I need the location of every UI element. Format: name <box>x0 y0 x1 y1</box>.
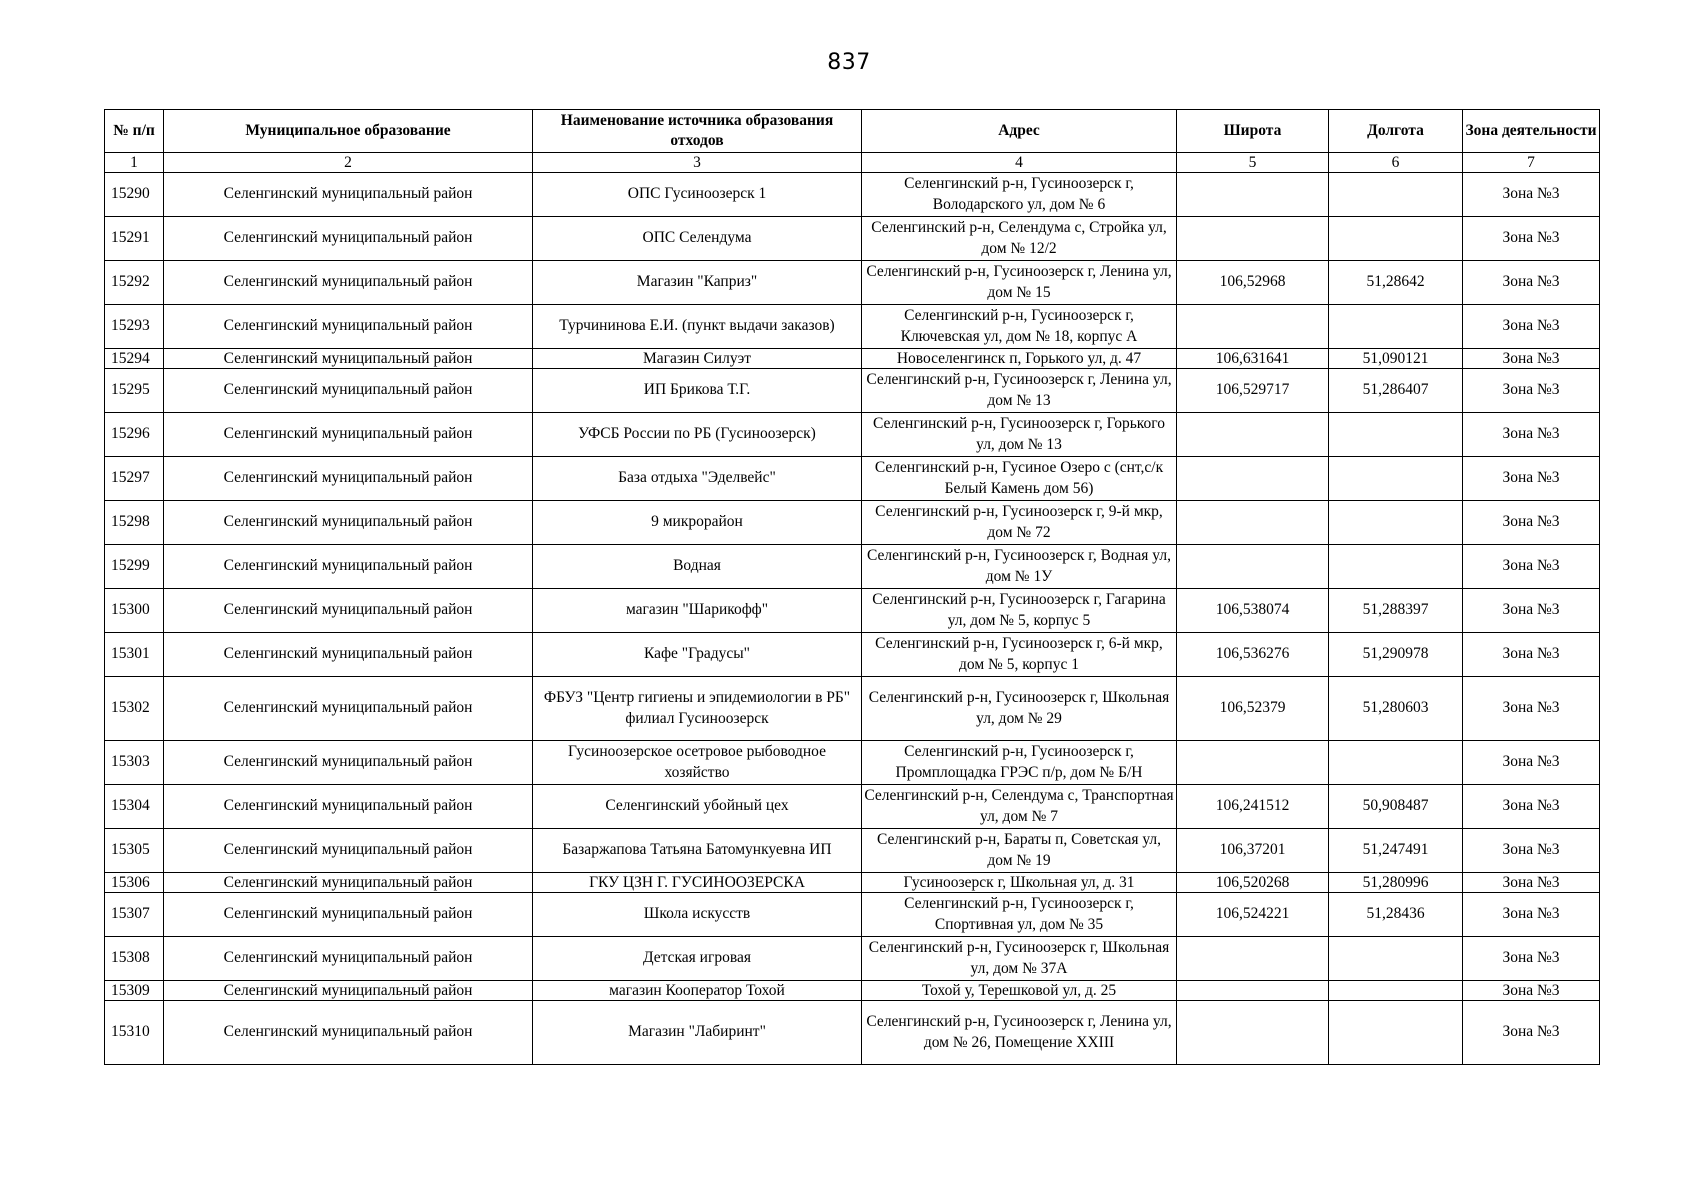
column-number: 2 <box>164 153 533 173</box>
table-row <box>105 741 1600 785</box>
municipality-cell: Селенгинский муниципальный район <box>164 173 533 217</box>
longitude-cell <box>1329 741 1463 785</box>
source-name-cell: магазин Кооператор Тохой <box>533 981 862 1001</box>
address-cell: Селенгинский р-н, Гусиноозерск г, 9-й мкр, дом № 72 <box>862 501 1177 545</box>
address-cell: Селенгинский р-н, Гусиноозерск г, Горького ул, дом № 13 <box>862 413 1177 457</box>
column-header: Широта <box>1177 110 1329 153</box>
latitude-cell <box>1177 741 1329 785</box>
latitude-cell <box>1177 217 1329 261</box>
row-number-cell: 15309 <box>105 981 164 1001</box>
source-name-cell: Магазин Силуэт <box>533 349 862 369</box>
longitude-cell: 51,090121 <box>1329 349 1463 369</box>
longitude-cell <box>1329 1001 1463 1065</box>
latitude-cell: 106,241512 <box>1177 785 1329 829</box>
column-header: Зона деятельности <box>1463 110 1600 153</box>
row-number-cell: 15307 <box>105 893 164 937</box>
municipality-cell: Селенгинский муниципальный район <box>164 413 533 457</box>
municipality-cell: Селенгинский муниципальный район <box>164 545 533 589</box>
row-number-cell: 15303 <box>105 741 164 785</box>
waste-sources-table <box>104 109 1600 1065</box>
table-row <box>105 369 1600 413</box>
table-row <box>105 893 1600 937</box>
zone-cell: Зона №3 <box>1463 501 1600 545</box>
zone-cell: Зона №3 <box>1463 545 1600 589</box>
municipality-cell: Селенгинский муниципальный район <box>164 937 533 981</box>
row-number-cell: 15293 <box>105 305 164 349</box>
table-row <box>105 633 1600 677</box>
zone-cell: Зона №3 <box>1463 589 1600 633</box>
table-row <box>105 457 1600 501</box>
zone-cell: Зона №3 <box>1463 413 1600 457</box>
longitude-cell <box>1329 305 1463 349</box>
address-cell: Селенгинский р-н, Гусиноозерск г, Промплощадка ГРЭС п/р, дом № Б/Н <box>862 741 1177 785</box>
table-row <box>105 829 1600 873</box>
source-name-cell: База отдыха "Эделвейс" <box>533 457 862 501</box>
table-row <box>105 677 1600 741</box>
table-row <box>105 349 1600 369</box>
longitude-cell: 51,280996 <box>1329 873 1463 893</box>
table-row <box>105 305 1600 349</box>
address-cell: Селенгинский р-н, Гусиноозерск г, Спортивная ул, дом № 35 <box>862 893 1177 937</box>
latitude-cell <box>1177 545 1329 589</box>
longitude-cell: 51,28642 <box>1329 261 1463 305</box>
row-number-cell: 15292 <box>105 261 164 305</box>
table-row <box>105 1001 1600 1065</box>
latitude-cell <box>1177 501 1329 545</box>
address-cell: Селенгинский р-н, Гусиноозерск г, Ключевская ул, дом № 18, корпус А <box>862 305 1177 349</box>
municipality-cell: Селенгинский муниципальный район <box>164 349 533 369</box>
address-cell: Селенгинский р-н, Гусиноозерск г, Ленина ул, дом № 15 <box>862 261 1177 305</box>
source-name-cell: Детская игровая <box>533 937 862 981</box>
source-name-cell: Турчининова Е.И. (пункт выдачи заказов) <box>533 305 862 349</box>
address-cell: Селенгинский р-н, Гусиноозерск г, Ленина ул, дом № 26, Помещение XXIII <box>862 1001 1177 1065</box>
row-number-cell: 15301 <box>105 633 164 677</box>
zone-cell: Зона №3 <box>1463 261 1600 305</box>
latitude-cell: 106,631641 <box>1177 349 1329 369</box>
column-header: Долгота <box>1329 110 1463 153</box>
latitude-cell: 106,52379 <box>1177 677 1329 741</box>
address-cell: Селенгинский р-н, Селендума с, Стройка ул, дом № 12/2 <box>862 217 1177 261</box>
longitude-cell <box>1329 545 1463 589</box>
address-cell: Селенгинский р-н, Гусиноозерск г, Гагарина ул, дом № 5, корпус 5 <box>862 589 1177 633</box>
address-cell: Селенгинский р-н, Бараты п, Советская ул, дом № 19 <box>862 829 1177 873</box>
address-cell: Селенгинский р-н, Гусиноозерск г, Водная ул, дом № 1У <box>862 545 1177 589</box>
row-number-cell: 15304 <box>105 785 164 829</box>
row-number-cell: 15310 <box>105 1001 164 1065</box>
address-cell: Новоселенгинск п, Горького ул, д. 47 <box>862 349 1177 369</box>
source-name-cell: УФСБ России по РБ (Гусиноозерск) <box>533 413 862 457</box>
municipality-cell: Селенгинский муниципальный район <box>164 981 533 1001</box>
column-number: 4 <box>862 153 1177 173</box>
header-row <box>105 110 1600 153</box>
row-number-cell: 15302 <box>105 677 164 741</box>
latitude-cell: 106,529717 <box>1177 369 1329 413</box>
column-number: 1 <box>105 153 164 173</box>
address-cell: Тохой у, Терешковой ул, д. 25 <box>862 981 1177 1001</box>
municipality-cell: Селенгинский муниципальный район <box>164 741 533 785</box>
column-number: 6 <box>1329 153 1463 173</box>
source-name-cell: Кафе "Градусы" <box>533 633 862 677</box>
latitude-cell: 106,52968 <box>1177 261 1329 305</box>
row-number-cell: 15306 <box>105 873 164 893</box>
table-row <box>105 501 1600 545</box>
row-number-cell: 15298 <box>105 501 164 545</box>
source-name-cell: Водная <box>533 545 862 589</box>
municipality-cell: Селенгинский муниципальный район <box>164 829 533 873</box>
longitude-cell <box>1329 217 1463 261</box>
column-number: 5 <box>1177 153 1329 173</box>
zone-cell: Зона №3 <box>1463 785 1600 829</box>
zone-cell: Зона №3 <box>1463 1001 1600 1065</box>
table-body <box>105 153 1600 1065</box>
source-name-cell: Гусиноозерское осетровое рыбоводное хозяйство <box>533 741 862 785</box>
longitude-cell <box>1329 173 1463 217</box>
column-number: 7 <box>1463 153 1600 173</box>
municipality-cell: Селенгинский муниципальный район <box>164 369 533 413</box>
table-row <box>105 937 1600 981</box>
table-row <box>105 217 1600 261</box>
zone-cell: Зона №3 <box>1463 173 1600 217</box>
address-cell: Гусиноозерск г, Школьная ул, д. 31 <box>862 873 1177 893</box>
latitude-cell <box>1177 937 1329 981</box>
source-name-cell: ГКУ ЦЗН Г. ГУСИНООЗЕРСКА <box>533 873 862 893</box>
municipality-cell: Селенгинский муниципальный район <box>164 457 533 501</box>
row-number-cell: 15291 <box>105 217 164 261</box>
zone-cell: Зона №3 <box>1463 981 1600 1001</box>
row-number-cell: 15290 <box>105 173 164 217</box>
zone-cell: Зона №3 <box>1463 893 1600 937</box>
column-number-row <box>105 153 1600 173</box>
municipality-cell: Селенгинский муниципальный район <box>164 677 533 741</box>
zone-cell: Зона №3 <box>1463 457 1600 501</box>
source-name-cell: ОПС Селендума <box>533 217 862 261</box>
address-cell: Селенгинский р-н, Гусиноозерск г, Школьная ул, дом № 37А <box>862 937 1177 981</box>
row-number-cell: 15295 <box>105 369 164 413</box>
municipality-cell: Селенгинский муниципальный район <box>164 1001 533 1065</box>
source-name-cell: Селенгинский убойный цех <box>533 785 862 829</box>
table-row <box>105 173 1600 217</box>
longitude-cell <box>1329 937 1463 981</box>
address-cell: Селенгинский р-н, Гусиноозерск г, 6-й мкр, дом № 5, корпус 1 <box>862 633 1177 677</box>
longitude-cell: 51,286407 <box>1329 369 1463 413</box>
column-header: Муниципальное образование <box>164 110 533 153</box>
zone-cell: Зона №3 <box>1463 349 1600 369</box>
longitude-cell <box>1329 457 1463 501</box>
source-name-cell: Школа искусств <box>533 893 862 937</box>
zone-cell: Зона №3 <box>1463 217 1600 261</box>
longitude-cell: 51,290978 <box>1329 633 1463 677</box>
address-cell: Селенгинский р-н, Гусиноозерск г, Школьная ул, дом № 29 <box>862 677 1177 741</box>
longitude-cell: 51,28436 <box>1329 893 1463 937</box>
longitude-cell: 50,908487 <box>1329 785 1463 829</box>
municipality-cell: Селенгинский муниципальный район <box>164 633 533 677</box>
latitude-cell <box>1177 1001 1329 1065</box>
latitude-cell <box>1177 173 1329 217</box>
latitude-cell <box>1177 457 1329 501</box>
zone-cell: Зона №3 <box>1463 937 1600 981</box>
longitude-cell: 51,280603 <box>1329 677 1463 741</box>
zone-cell: Зона №3 <box>1463 677 1600 741</box>
zone-cell: Зона №3 <box>1463 873 1600 893</box>
row-number-cell: 15308 <box>105 937 164 981</box>
address-cell: Селенгинский р-н, Селендума с, Транспортная ул, дом № 7 <box>862 785 1177 829</box>
latitude-cell: 106,524221 <box>1177 893 1329 937</box>
page-number: 837 <box>827 50 871 75</box>
source-name-cell: Магазин "Каприз" <box>533 261 862 305</box>
municipality-cell: Селенгинский муниципальный район <box>164 261 533 305</box>
longitude-cell <box>1329 413 1463 457</box>
longitude-cell: 51,247491 <box>1329 829 1463 873</box>
row-number-cell: 15305 <box>105 829 164 873</box>
table-row <box>105 873 1600 893</box>
municipality-cell: Селенгинский муниципальный район <box>164 217 533 261</box>
column-number: 3 <box>533 153 862 173</box>
source-name-cell: Базаржапова Татьяна Батомункуевна ИП <box>533 829 862 873</box>
municipality-cell: Селенгинский муниципальный район <box>164 893 533 937</box>
column-header: Адрес <box>862 110 1177 153</box>
address-cell: Селенгинский р-н, Гусиное Озеро с (снт,с/к Белый Камень дом 56) <box>862 457 1177 501</box>
longitude-cell <box>1329 981 1463 1001</box>
zone-cell: Зона №3 <box>1463 305 1600 349</box>
zone-cell: Зона №3 <box>1463 741 1600 785</box>
row-number-cell: 15299 <box>105 545 164 589</box>
municipality-cell: Селенгинский муниципальный район <box>164 501 533 545</box>
latitude-cell: 106,37201 <box>1177 829 1329 873</box>
table-row <box>105 261 1600 305</box>
latitude-cell: 106,520268 <box>1177 873 1329 893</box>
column-header: № п/п <box>105 110 164 153</box>
municipality-cell: Селенгинский муниципальный район <box>164 785 533 829</box>
latitude-cell <box>1177 413 1329 457</box>
table-row <box>105 589 1600 633</box>
source-name-cell: 9 микрорайон <box>533 501 862 545</box>
latitude-cell <box>1177 981 1329 1001</box>
source-name-cell: ОПС Гусиноозерск 1 <box>533 173 862 217</box>
table-row <box>105 981 1600 1001</box>
latitude-cell <box>1177 305 1329 349</box>
source-name-cell: магазин "Шарикофф" <box>533 589 862 633</box>
source-name-cell: ФБУЗ "Центр гигиены и эпидемиологии в РБ" филиал Гусиноозерск <box>533 677 862 741</box>
latitude-cell: 106,536276 <box>1177 633 1329 677</box>
latitude-cell: 106,538074 <box>1177 589 1329 633</box>
municipality-cell: Селенгинский муниципальный район <box>164 589 533 633</box>
zone-cell: Зона №3 <box>1463 829 1600 873</box>
source-name-cell: Магазин "Лабиринт" <box>533 1001 862 1065</box>
column-header: Наименование источника образования отходов <box>533 110 862 153</box>
municipality-cell: Селенгинский муниципальный район <box>164 305 533 349</box>
table-row <box>105 545 1600 589</box>
table-row <box>105 785 1600 829</box>
row-number-cell: 15297 <box>105 457 164 501</box>
row-number-cell: 15294 <box>105 349 164 369</box>
table-row <box>105 413 1600 457</box>
zone-cell: Зона №3 <box>1463 633 1600 677</box>
longitude-cell <box>1329 501 1463 545</box>
address-cell: Селенгинский р-н, Гусиноозерск г, Володарского ул, дом № 6 <box>862 173 1177 217</box>
zone-cell: Зона №3 <box>1463 369 1600 413</box>
municipality-cell: Селенгинский муниципальный район <box>164 873 533 893</box>
longitude-cell: 51,288397 <box>1329 589 1463 633</box>
row-number-cell: 15296 <box>105 413 164 457</box>
row-number-cell: 15300 <box>105 589 164 633</box>
address-cell: Селенгинский р-н, Гусиноозерск г, Ленина ул, дом № 13 <box>862 369 1177 413</box>
source-name-cell: ИП Брикова Т.Г. <box>533 369 862 413</box>
